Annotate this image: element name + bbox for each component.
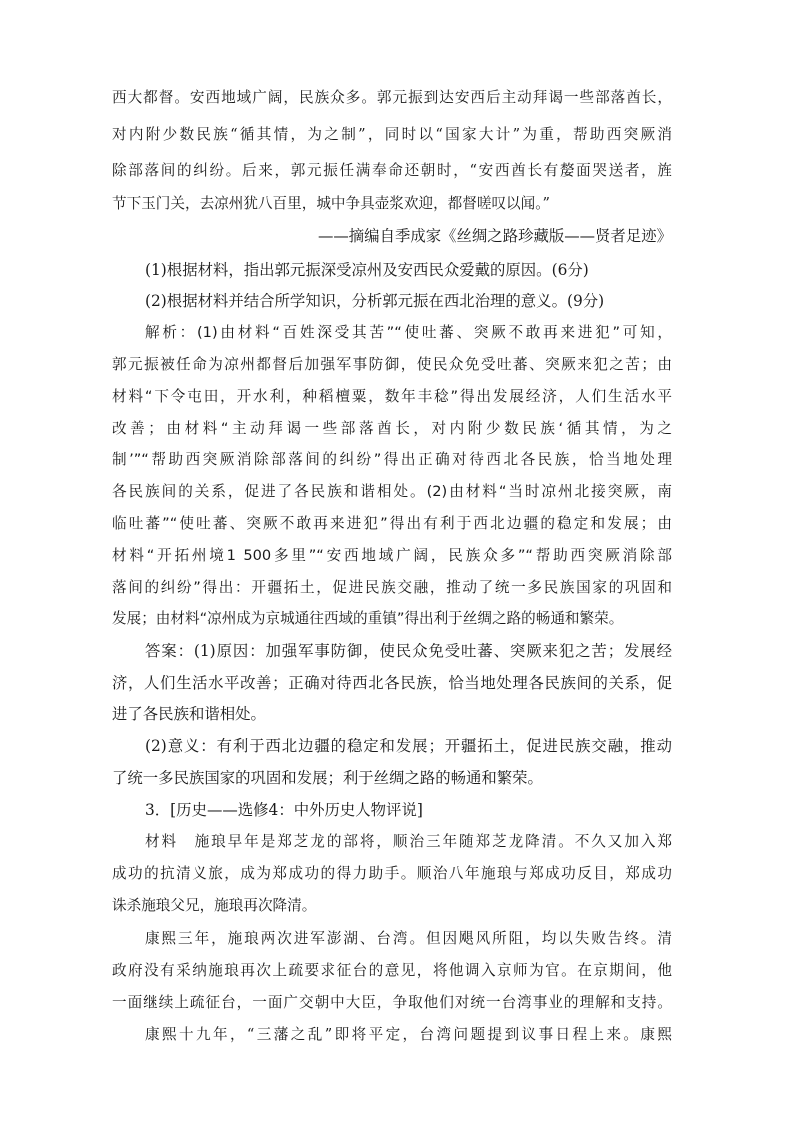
question-2: (2)根据材料并结合所学知识，分析郭元振在西北治理的意义。(9分) xyxy=(145,292,605,310)
material-text-line: 西大都督。安西地域广阔，民族众多。郭元振到达安西后主动拜谒一些部落酋长， xyxy=(112,89,672,106)
source-citation: ——摘编自季成家《丝绸之路珍藏版——贤者足迹》 xyxy=(318,227,672,245)
material-3-line: 康熙三年，施琅两次进军澎湖、台湾。但因飓风所阻，均以失败告终。清 xyxy=(145,930,672,947)
analysis-line: 材料“开拓州境1 500多里”“安西地域广阔，民族众多”“帮助西突厥消除部 xyxy=(112,547,672,564)
material-3-line: 材料 施琅早年是郑芝龙的部将，顺治三年随郑芝龙降清。不久又加入郑 xyxy=(145,833,672,850)
analysis-line: 解析：(1)由材料“百姓深受其苦”“使吐蕃、突厥不敢再来进犯”可知， xyxy=(145,324,672,341)
material-text-line: 节下玉门关，去凉州犹八百里，城中争具壶浆欢迎，都督嗟叹以闻。” xyxy=(112,195,550,212)
material-3-line: 成功的抗清义旅，成为郑成功的得力助手。顺治八年施琅与郑成功反目，郑成功 xyxy=(112,865,672,882)
material-3-line: 康熙十九年，“三藩之乱”即将平定，台湾问题提到议事日程上来。康熙 xyxy=(145,1026,672,1043)
question-1: (1)根据材料，指出郭元振深受凉州及安西民众爱戴的原因。(6分) xyxy=(145,261,589,279)
analysis-line: 改善；由材料“主动拜谒一些部落酋长，对内附少数民族‘循其情，为之 xyxy=(112,420,672,437)
analysis-line: 临吐蕃”“使吐蕃、突厥不敢再来进犯”得出有利于西北边疆的稳定和发展；由 xyxy=(112,515,672,532)
analysis-line: 郭元振被任命为凉州都督后加强军事防御，使民众免受吐蕃、突厥来犯之苦；由 xyxy=(112,356,672,373)
answer-line: 进了各民族和谐相处。 xyxy=(112,705,266,723)
material-3-line: 一面继续上疏征台，一面广交朝中大臣，争取他们对统一台湾事业的理解和支持。 xyxy=(112,994,672,1011)
answer-line: 答案：(1)原因：加强军事防御，使民众免受吐蕃、突厥来犯之苦；发展经 xyxy=(145,642,672,660)
material-text-line: 除部落间的纠纷。后来，郭元振任满奉命还朝时，“安西酋长有嫠面哭送者，旌 xyxy=(112,162,672,179)
material-text-line: 对内附少数民族“循其情，为之制”，同时以“国家大计”为重，帮助西突厥消 xyxy=(112,126,672,143)
analysis-line: 制’”“帮助西突厥消除部落间的纠纷”得出正确对待西北各民族，恰当地处理 xyxy=(112,451,672,468)
answer-line: 了统一多民族国家的巩固和发展；利于丝绸之路的畅通和繁荣。 xyxy=(112,769,543,787)
analysis-line: 落间的纠纷”得出：开疆拓土，促进民族交融，推动了统一多民族国家的巩固和 xyxy=(112,579,672,596)
analysis-line: 发展；由材料“凉州成为京城通往西域的重镇”得出利于丝绸之路的畅通和繁荣。 xyxy=(112,610,624,627)
answer-line: 济，人们生活水平改善；正确对待西北各民族，恰当地处理各民族间的关系，促 xyxy=(112,674,672,692)
material-3-line: 诛杀施琅父兄，施琅再次降清。 xyxy=(112,897,317,914)
answer-line: (2)意义：有利于西北边疆的稳定和发展；开疆拓土，促进民族交融，推动 xyxy=(145,737,672,755)
analysis-line: 各民族间的关系，促进了各民族和谐相处。(2)由材料“当时凉州北接突厥，南 xyxy=(112,483,672,500)
material-3-line: 政府没有采纳施琅再次上疏要求征台的意见，将他调入京师为官。在京期间，他 xyxy=(112,962,672,979)
question-heading: 3．[历史——选修4：中外历史人物评说] xyxy=(145,801,423,819)
analysis-line: 材料“下令屯田，开水利，种稻檀粟，数年丰稔”得出发展经济，人们生活水平 xyxy=(112,388,672,405)
